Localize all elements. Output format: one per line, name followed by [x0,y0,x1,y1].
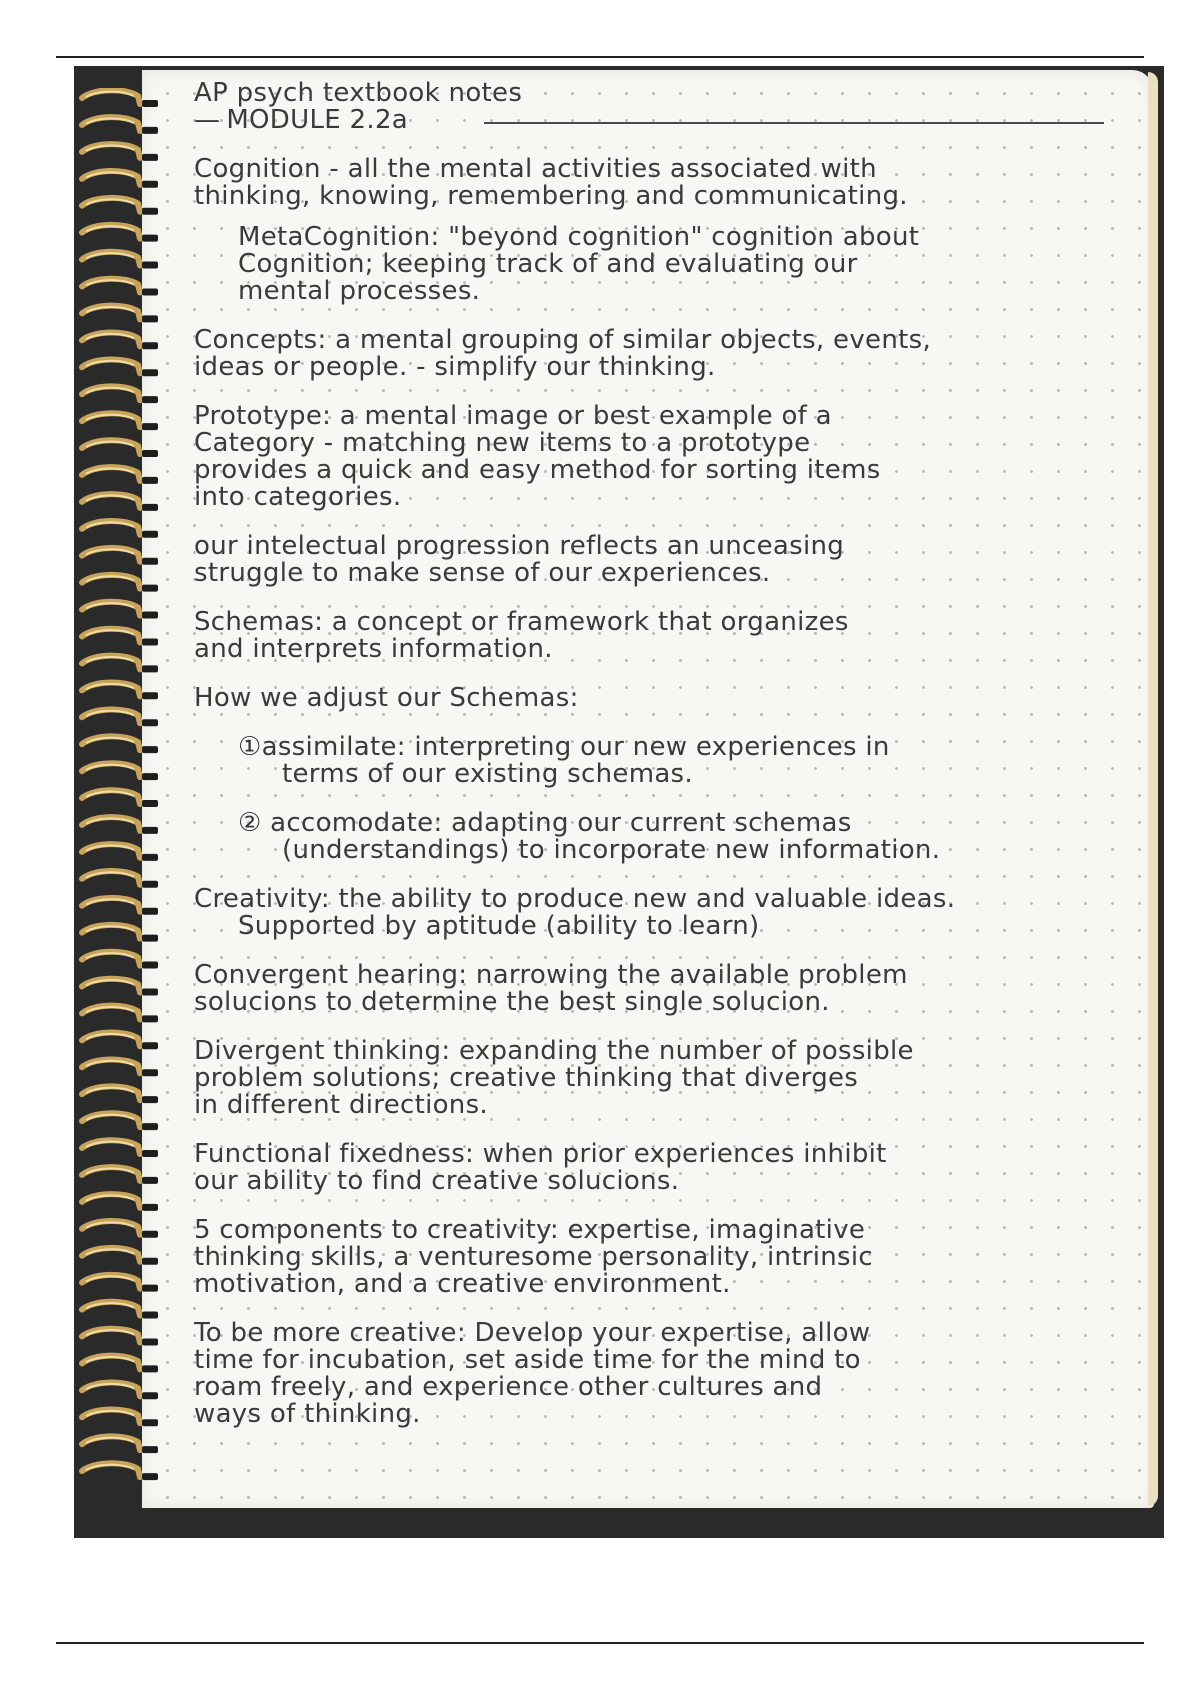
spiral-ring [82,1221,158,1238]
handwritten-notes: AP psych textbook notes — MODULE 2.2a Cognition - all the mental activities associated with thinking, knowing, remembering and communicating. MetaCognition: "beyond cognition" cognition about Cognition; keeping track of and evaluating our mental processes. Concepts: a mental grouping of similar objects, events, ideas or people. - simplify our thinking. Prototype: a mental image or best example of a Category - matching new items to a prototype provides a quick and easy method for sorting items into categories. our intelectual progression reflects an unceasing struggle to make sense of our experiences. Schemas: a concept or framework that organizes and interprets information. How we adjust our Schemas: ①assimilate: interpreting our new experiences in terms of our existing schemas. ② accomodate: adapting our current schemas (understandings) to incorporate new information. Creativity: the ability to produce new and valuable ideas. Supported by aptitude (ability to learn) Convergent hearing: narrowing the available problem solucions to determine the best single solucion. Divergent thinking: expanding the number of possible problem solutions; creative thinking that diverges in different directions. Functional fixedness: when prior experiences inhibit our ability to find creative solucions. 5 components to creativity: expertise, imaginative thinking skills, a venturesome personality, intrinsic motivation, and a creative environment. To be more creative: Develop your expertise, allow time for incubation, set aside time for the mind to roam freely, and experience other cultures and ways of thinking. [194,80,1144,1428]
spiral-ring [82,1329,158,1346]
note-components-creativity: 5 components to creativity: expertise, imaginative thinking skills, a venturesome personality, intrinsic motivation, and a creative environment. [194,1215,874,1299]
spiral-ring [82,306,158,323]
footer-rule [56,1642,1144,1644]
spiral-ring [82,1006,158,1023]
spiral-ring [82,1140,158,1157]
spiral-ring [82,629,158,646]
spiral-binding [74,88,184,1508]
spiral-ring [82,1113,158,1130]
spiral-ring [82,494,158,511]
spiral-ring [82,171,158,188]
spiral-ring [82,602,158,619]
spiral-ring [82,252,158,269]
note-metacognition: MetaCognition: "beyond cognition" cognition about Cognition; keeping track of and evaluating our mental processes. [238,222,920,306]
spiral-ring [82,1167,158,1184]
spiral-ring [82,575,158,592]
spiral-ring [82,440,158,457]
note-assimilate: ①assimilate: interpreting our new experiences in terms of our existing schemas. [238,732,890,789]
spiral-ring [82,656,158,673]
spiral-ring [82,333,158,350]
note-convergent: Convergent hearing: narrowing the available problem solucions to determine the best single solucion. [194,960,908,1017]
spiral-ring [82,467,158,484]
note-accomodate: ② accomodate: adapting our current schemas (understandings) to incorporate new information. [238,808,941,865]
spiral-ring [82,790,158,807]
spiral-ring [82,1275,158,1292]
spiral-ring [82,198,158,215]
spiral-ring [82,279,158,296]
spiral-ring [82,521,158,538]
spiral-ring [82,1248,158,1265]
spiral-ring [82,844,158,861]
spiral-ring [82,1059,158,1076]
notes-title: AP psych textbook notes [194,78,523,108]
spiral-ring [82,736,158,753]
spiral-ring [82,709,158,726]
note-adjust-schemas: How we adjust our Schemas: [194,683,579,713]
spiral-ring [82,1463,158,1480]
spiral-ring [82,548,158,565]
spiral-ring [82,871,158,888]
note-be-more-creative: To be more creative: Develop your expertise, allow time for incubation, set aside time for the mind to roam freely, and experience other cultures and ways of thinking. [194,1318,871,1429]
spiral-ring [82,683,158,700]
notebook-photo [74,66,1164,1538]
note-schemas: Schemas: a concept or framework that organizes and interprets information. [194,607,849,664]
spiral-ring [82,413,158,430]
module-underline [484,122,1104,124]
note-divergent: Divergent thinking: expanding the number of possible problem solutions; creative thinking that diverges in different directions. [194,1036,914,1120]
spiral-ring [82,117,158,134]
spiral-ring [82,1194,158,1211]
spiral-ring [82,144,158,161]
spiral-ring [82,225,158,242]
note-cognition: Cognition - all the mental activities associated with thinking, knowing, remembering and communicating. [194,154,908,211]
module-heading: MODULE 2.2a [226,105,409,135]
note-creativity: Creativity: the ability to produce new and valuable ideas. Supported by aptitude (ability to learn) [194,884,956,941]
header-rule [56,56,1144,58]
spiral-ring [82,359,158,376]
spiral-ring [82,925,158,942]
spiral-ring [82,1409,158,1426]
spiral-ring [82,1086,158,1103]
spiral-ring [82,1383,158,1400]
note-prototype: Prototype: a mental image or best example of a Category - matching new items to a prototype provides a quick and easy method for sorting items into categories. [194,401,881,512]
note-concepts: Concepts: a mental grouping of similar objects, events, ideas or people. - simplify our thinking. [194,325,932,382]
spiral-ring [82,1033,158,1050]
spiral-ring [82,386,158,403]
note-functional-fixedness: Functional fixedness: when prior experiences inhibit our ability to find creative solucions. [194,1139,887,1196]
spiral-ring [82,817,158,834]
spiral-ring [82,1356,158,1373]
spiral-ring [82,1302,158,1319]
spiral-ring [82,1436,158,1453]
spiral-ring [82,898,158,915]
note-intellectual-progression: our intelectual progression reflects an unceasing struggle to make sense of our experiences. [194,531,845,588]
spiral-ring [82,952,158,969]
spiral-ring [82,979,158,996]
page-edge [1148,72,1158,1506]
spiral-ring [82,90,158,107]
spiral-ring [82,763,158,780]
